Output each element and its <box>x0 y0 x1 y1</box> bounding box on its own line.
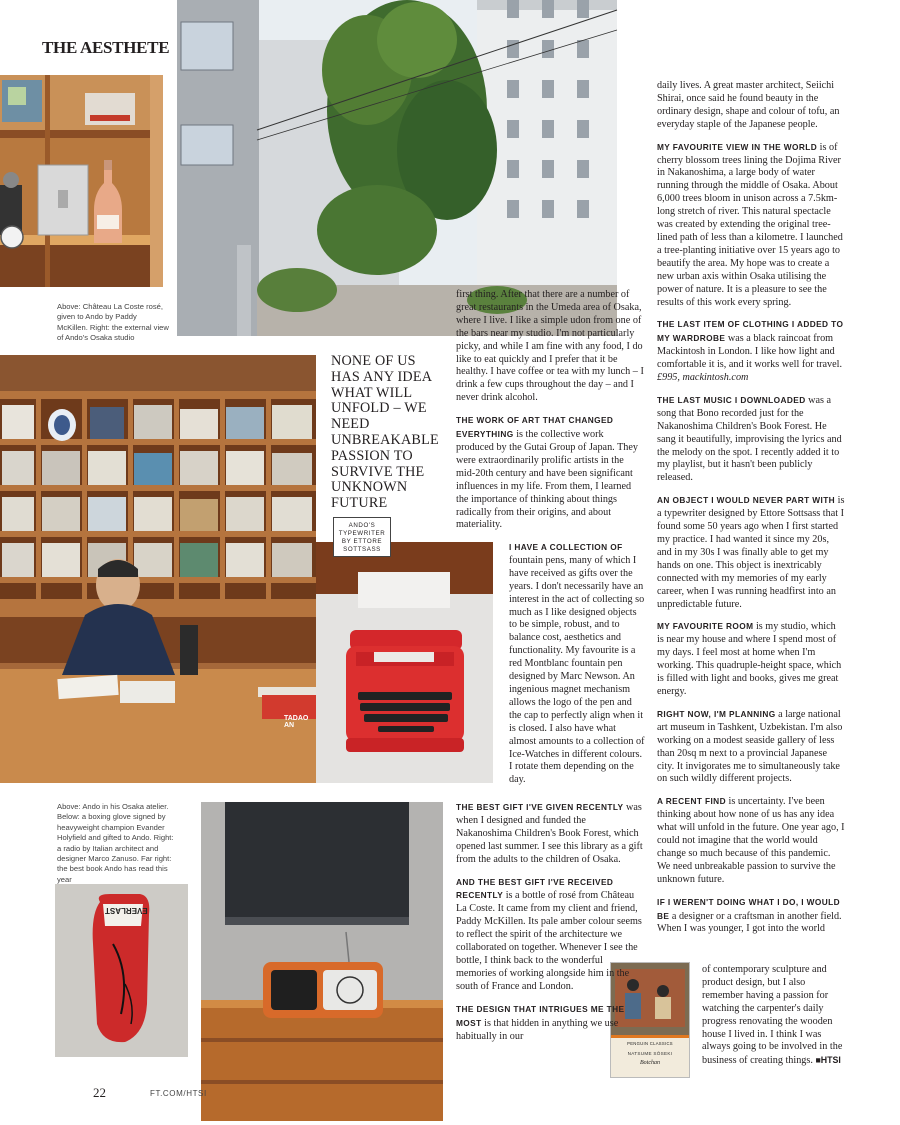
paragraph-text: is the collective work produced by the Gutai Group of Japan. They were extraordinarily prolific artists in the mid-20th century and have been significant influences in my life. From them, I learned the importance of thinking about things radically from their origins, and about materiality. <box>456 429 639 531</box>
paragraph-text: is of cherry blossom trees lining the Dojima River in Nakanoshima, a large body of water running through the middle of Osaka. About 6,000 trees bloom in unison across a 7.5km-long stretch of river. This natural spectacle was created by extending the original tree-lined path of less than a kilometre. I launched a tree-planting initiative over 15 years ago to beautify the area. My hope was to create a new urban axis within Osaka utilising the power of nature. It is a pleasure to see the results of this work every spring. <box>657 141 843 308</box>
page-number: 22 <box>93 1085 106 1100</box>
column-2 <box>657 80 845 936</box>
paragraph-object <box>657 494 845 611</box>
paragraph-text: is my studio, which is near my house and where I spend most of my days. I feel most at home when I'm working. This quadruple-height space, which is filled with light and books, gives me great energy. <box>657 621 842 697</box>
paragraph-intro <box>456 289 644 405</box>
book-title: Botchan <box>640 1060 660 1066</box>
paragraph-alternative <box>657 896 845 937</box>
photo-ando-atelier <box>0 355 316 783</box>
atelier-illustration <box>0 355 316 783</box>
paragraph-text: was a black raincoat from Mackintosh in London. I like how light and comfortable it is, and it works well for travel. <box>657 333 843 371</box>
paragraph-room <box>657 620 845 698</box>
paragraph-text: is uncertainty. I've been thinking about how none of us has any idea what will unfold in the future. One year ago, I could not imagine that the world would change so much because of this pandemic. We need unbreakable passion to survive the unknown future. <box>657 796 845 885</box>
column-1-bottom <box>456 801 644 1052</box>
studio-exterior-illustration <box>177 0 617 336</box>
photo-boxing-glove <box>55 884 188 1057</box>
paragraph-text: daily lives. A great master architect, Seiichi Shirai, once said he found beauty in the ordinary design, shape and colour of tofu, an everyday staple of the Japanese people. <box>657 80 840 130</box>
column-1-narrow <box>509 541 645 796</box>
paragraph-text: is a typewriter designed by Ettore Sottsass that I found some 50 years ago when I first started my practice. I had wanted it since my 20s, and in my 30s I was finally able to get my hands on one. This object is inextricably connected with my memories of my early career, when I was running headfirst into an unpredictable future. <box>657 495 845 610</box>
paragraph-planning <box>657 708 845 786</box>
paragraph-price: £995, mackintosh.com <box>657 372 749 384</box>
paragraph-tofu <box>657 80 845 132</box>
paragraph-lead: RIGHT NOW, I'M PLANNING <box>657 708 776 719</box>
glove-brand-text: EVERLAST <box>105 906 148 915</box>
paragraph-text: is that hidden in anything we use habitually in our <box>456 1017 619 1042</box>
paragraph-text: first thing. After that there are a number of great restaurants in the Umeda area of Osaka, where I live. I like a simple udon from one of the bars near my studio. I'm not particularly picky, and while I am fine with any food, I do like to eat quickly and I prefer that it be healthy. I have coffee or tea with my lunch – I drink a few cups throughout the day – and I never drink alcohol. <box>456 289 644 404</box>
caption-top: Above: Château La Coste rosé, given to Ando by Paddy McKillen. Right: the external view of Ando's Osaka studio <box>57 302 169 343</box>
paragraph-lead: A RECENT FIND <box>657 796 726 807</box>
paragraph-lead: THE LAST ITEM OF CLOTHING I ADDED TO MY WARDROBE <box>657 319 844 344</box>
typewriter-label: ANDO'S TYPEWRITER BY ETTORE SOTTSASS <box>333 517 391 557</box>
paragraph-favourite-view <box>657 141 845 310</box>
paragraph-text: of contemporary sculpture and product design, but I also remember having a passion for watching the carpenter's daily progress renovating the wooden house I lived in. I think I was always going to be involved in the business of creating things. <box>702 964 843 1067</box>
photo-studio-exterior <box>177 0 617 336</box>
paragraph-gift-given <box>456 801 644 867</box>
paragraph-lead: THE BEST GIFT I'VE GIVEN RECENTLY <box>456 802 624 812</box>
paragraph-fountain-pens <box>509 541 645 787</box>
paragraph-text: a large national art museum in Tashkent, Uzbekistan. I'm also working on a modest seaside gallery of less than 20sq m next to a provincial Japanese city. It invigorates me to simultaneously take on such wildly different projects. <box>657 708 843 785</box>
paragraph-text: was when I designed and funded the Nakanoshima Children's Book Forest, which opened last summer. I see this library as a gift from the adults to the children of Osaka. <box>456 802 643 865</box>
paragraph-text: was a song that Bono recorded just for the Nakanoshima Children's Book Forest. He sang it beautifully, improvising the lyrics and the melody on the spot. I recently added it to my playlist, but it hasn't been publicly released. <box>657 394 842 484</box>
pull-quote: NONE OF US HAS ANY IDEA WHAT WILL UNFOLD – WE NEED UNBREAKABLE PASSION TO SURVIVE THE UNKNOWN FUTURE <box>331 353 439 512</box>
paragraph-text: a designer or a craftsman in another field. When I was younger, I got into the world <box>657 910 842 935</box>
paragraph-lead: THE WORK OF ART THAT CHANGED EVERYTHING <box>456 415 614 440</box>
paragraph-gift-received <box>456 876 644 994</box>
paragraph-lead: IF I WEREN'T DOING WHAT I DO, I WOULD BE <box>657 896 841 921</box>
end-mark: ■HTSI <box>815 1055 841 1066</box>
masthead: THE AESTHETE <box>42 38 170 57</box>
caption-bottom: Above: Ando in his Osaka atelier. Below: a boxing glove signed by heavyweight champion Evander Holyfield and gifted to Ando. Right: a radio by Italian architect and designer Marco Zanuso. Far right: the best book Ando has read this year <box>57 802 174 884</box>
typewriter-illustration <box>316 542 493 783</box>
paragraph-lead: THE DESIGN THAT INTRIGUES ME THE MOST <box>456 1003 625 1028</box>
footer-url: FT.COM/HTSI <box>150 1089 207 1098</box>
paragraph-recent-find <box>657 795 845 886</box>
paragraph-lead: AN OBJECT I WOULD NEVER PART WITH <box>657 495 836 506</box>
paragraph-text: is a bottle of rosé from Château La Coste. It came from my client and friend, Paddy McKillen. Its pale amber colour seems to reflect the spirit of the architecture we collaborated on together. Whenever I see the bottle, I think back to the wonderful memories of working alongside him in the south of France and London. <box>456 890 642 992</box>
paragraph-lead: I HAVE A COLLECTION OF <box>509 542 623 552</box>
paragraph-lead: AND THE BEST GIFT I'VE RECEIVED RECENTLY <box>456 876 614 901</box>
paragraph-lead: MY FAVOURITE VIEW IN THE WORLD <box>657 141 818 152</box>
paragraph-text: fountain pens, many of which I have received as gifts over the years. I don't necessarily have an interest in the act of collecting so much as I like designed objects to be simple, robust, and to balance cost, aesthetics and functionality. My favourite is a red Montblanc fountain pen designed by Marc Newson. An ingenious magnet mechanism allows the logo of the pen and the cap to perfectly align when it is closed. I also have what almost amounts to a collection of Ice-Watches in different colours. I rotate them depending on the day. <box>509 554 645 786</box>
rose-shelf-illustration <box>0 75 163 287</box>
paragraph-clothing <box>657 318 845 385</box>
magazine-cover-text: TADAO AN <box>284 715 309 729</box>
column-1-top <box>456 289 644 541</box>
paragraph-work-of-art <box>456 414 644 532</box>
photo-typewriter <box>316 522 493 783</box>
radio-illustration <box>201 802 443 1121</box>
book-author: NATSUME SŌSEKI <box>627 1051 673 1056</box>
paragraph-music <box>657 394 845 485</box>
paragraph-lead: MY FAVOURITE ROOM <box>657 621 754 632</box>
book-publisher: PENGUIN CLASSICS <box>627 1041 673 1046</box>
paragraph-design <box>456 1003 644 1044</box>
photo-radio <box>201 802 443 1121</box>
paragraph-lead: THE LAST MUSIC I DOWNLOADED <box>657 394 806 405</box>
photo-rose-shelf <box>0 75 163 287</box>
column-2-wrap <box>702 964 846 1068</box>
